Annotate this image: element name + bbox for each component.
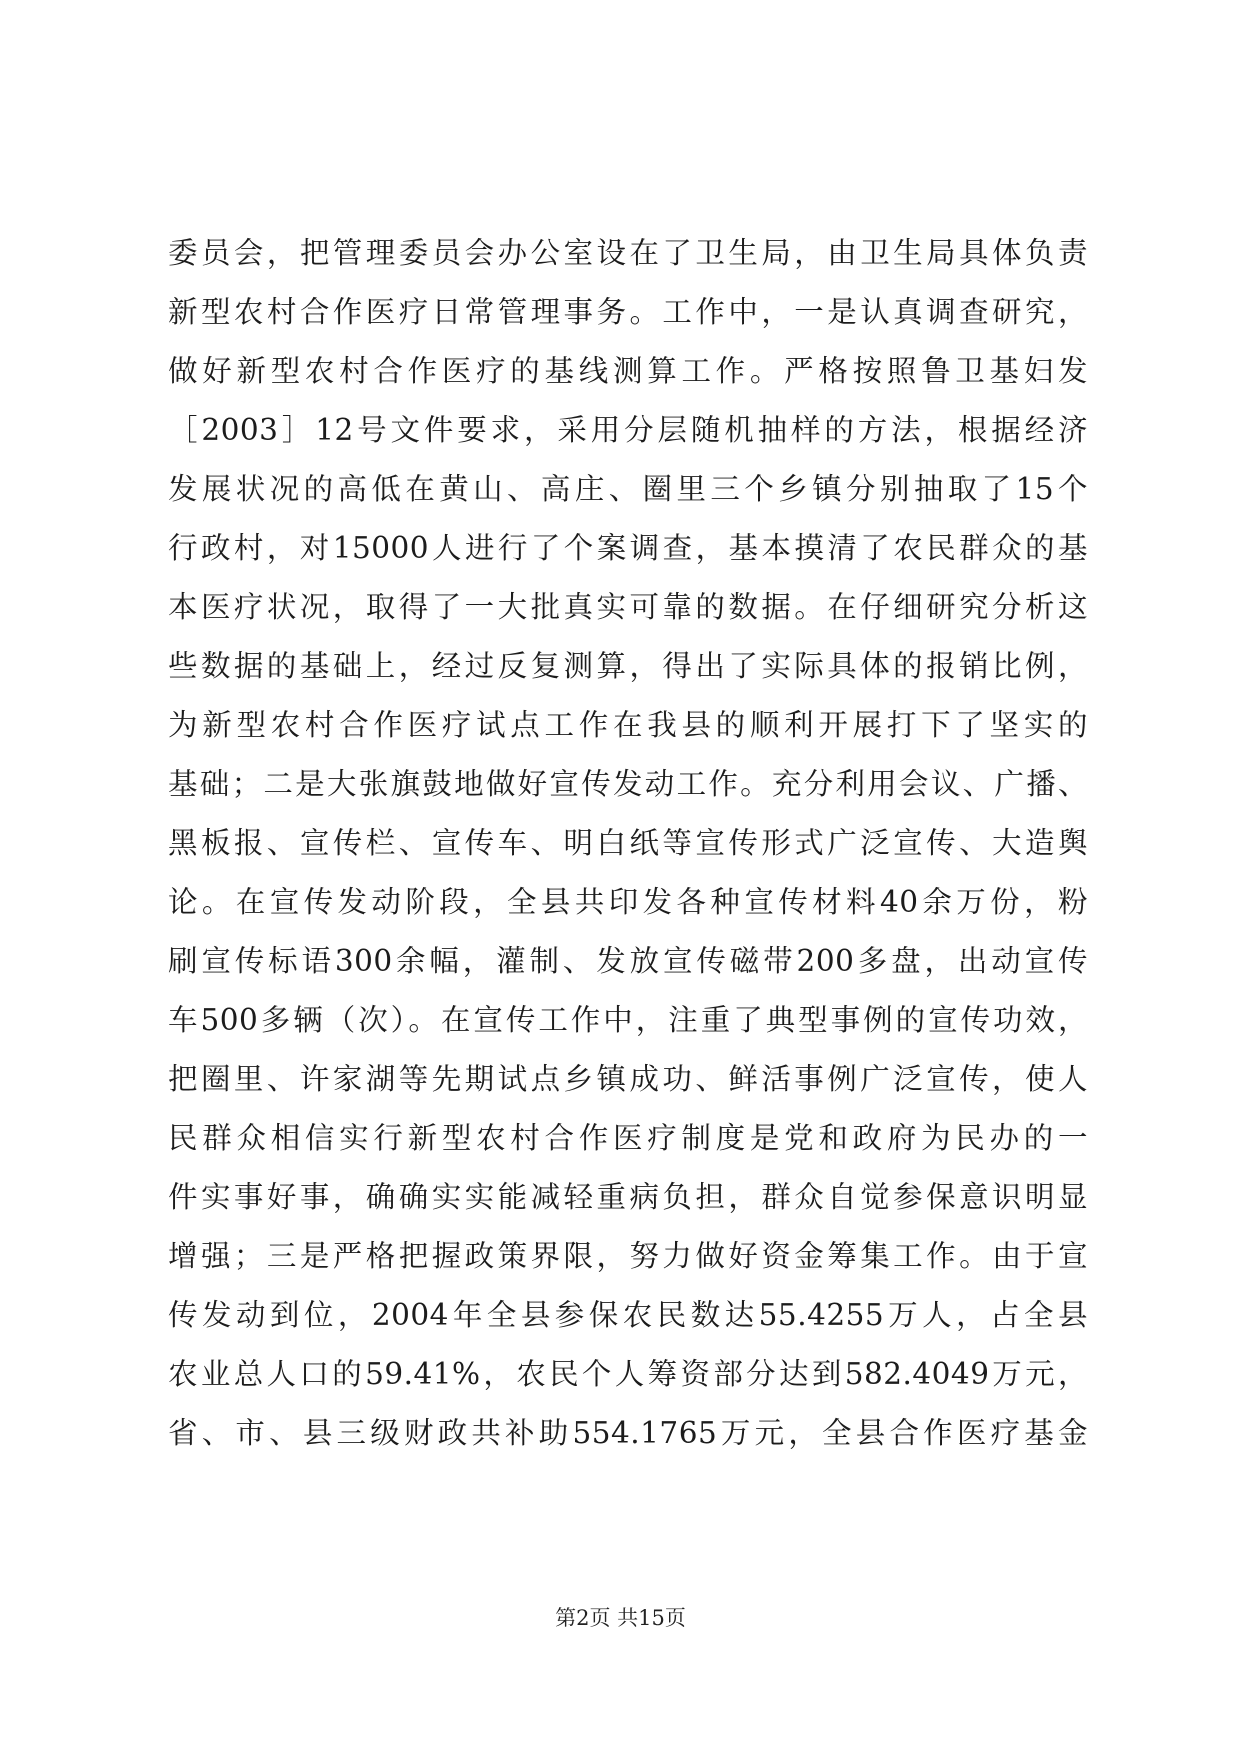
text-line: 为新型农村合作医疗试点工作在我县的顺利开展打下了坚实的	[168, 708, 1088, 742]
text-line: 件实事好事，确确实实能减轻重病负担，群众自觉参保意识明显	[168, 1180, 1088, 1214]
text-line: 黑板报、宣传栏、宣传车、明白纸等宣传形式广泛宣传、大造舆	[168, 826, 1088, 860]
text-line: 把圈里、许家湖等先期试点乡镇成功、鲜活事例广泛宣传，使人	[168, 1062, 1088, 1096]
text-line: 委员会，把管理委员会办公室设在了卫生局，由卫生局具体负责	[168, 236, 1088, 270]
text-line: 省、市、县三级财政共补助554.1765万元，全县合作医疗基金	[168, 1416, 1088, 1450]
text-line: ［2003］12号文件要求，采用分层随机抽样的方法，根据经济	[168, 413, 1088, 447]
text-line: 论。在宣传发动阶段，全县共印发各种宣传材料40余万份，粉	[168, 885, 1088, 919]
text-line: 民群众相信实行新型农村合作医疗制度是党和政府为民办的一	[168, 1121, 1088, 1155]
text-line: 刷宣传标语300余幅，灌制、发放宣传磁带200多盘，出动宣传	[168, 944, 1088, 978]
text-line: 农业总人口的59.41%，农民个人筹资部分达到582.4049万元，	[168, 1357, 1088, 1391]
text-line: 基础；二是大张旗鼓地做好宣传发动工作。充分利用会议、广播、	[168, 767, 1088, 801]
text-line: 些数据的基础上，经过反复测算，得出了实际具体的报销比例，	[168, 649, 1088, 683]
text-line: 做好新型农村合作医疗的基线测算工作。严格按照鲁卫基妇发	[168, 354, 1088, 388]
page-number-footer: 第2页 共15页	[555, 1606, 686, 1630]
body-text	[168, 224, 1088, 1463]
text-line: 行政村，对15000人进行了个案调查，基本摸清了农民群众的基	[168, 531, 1088, 565]
text-line: 本医疗状况，取得了一大批真实可靠的数据。在仔细研究分析这	[168, 590, 1088, 624]
text-line: 增强；三是严格把握政策界限，努力做好资金筹集工作。由于宣	[168, 1239, 1088, 1273]
text-line: 新型农村合作医疗日常管理事务。工作中，一是认真调查研究，	[168, 295, 1088, 329]
text-line: 传发动到位，2004年全县参保农民数达55.4255万人，占全县	[168, 1298, 1088, 1332]
text-line: 发展状况的高低在黄山、高庄、圈里三个乡镇分别抽取了15个	[168, 472, 1088, 506]
text-line: 车500多辆（次）。在宣传工作中，注重了典型事例的宣传功效，	[168, 1003, 1088, 1037]
